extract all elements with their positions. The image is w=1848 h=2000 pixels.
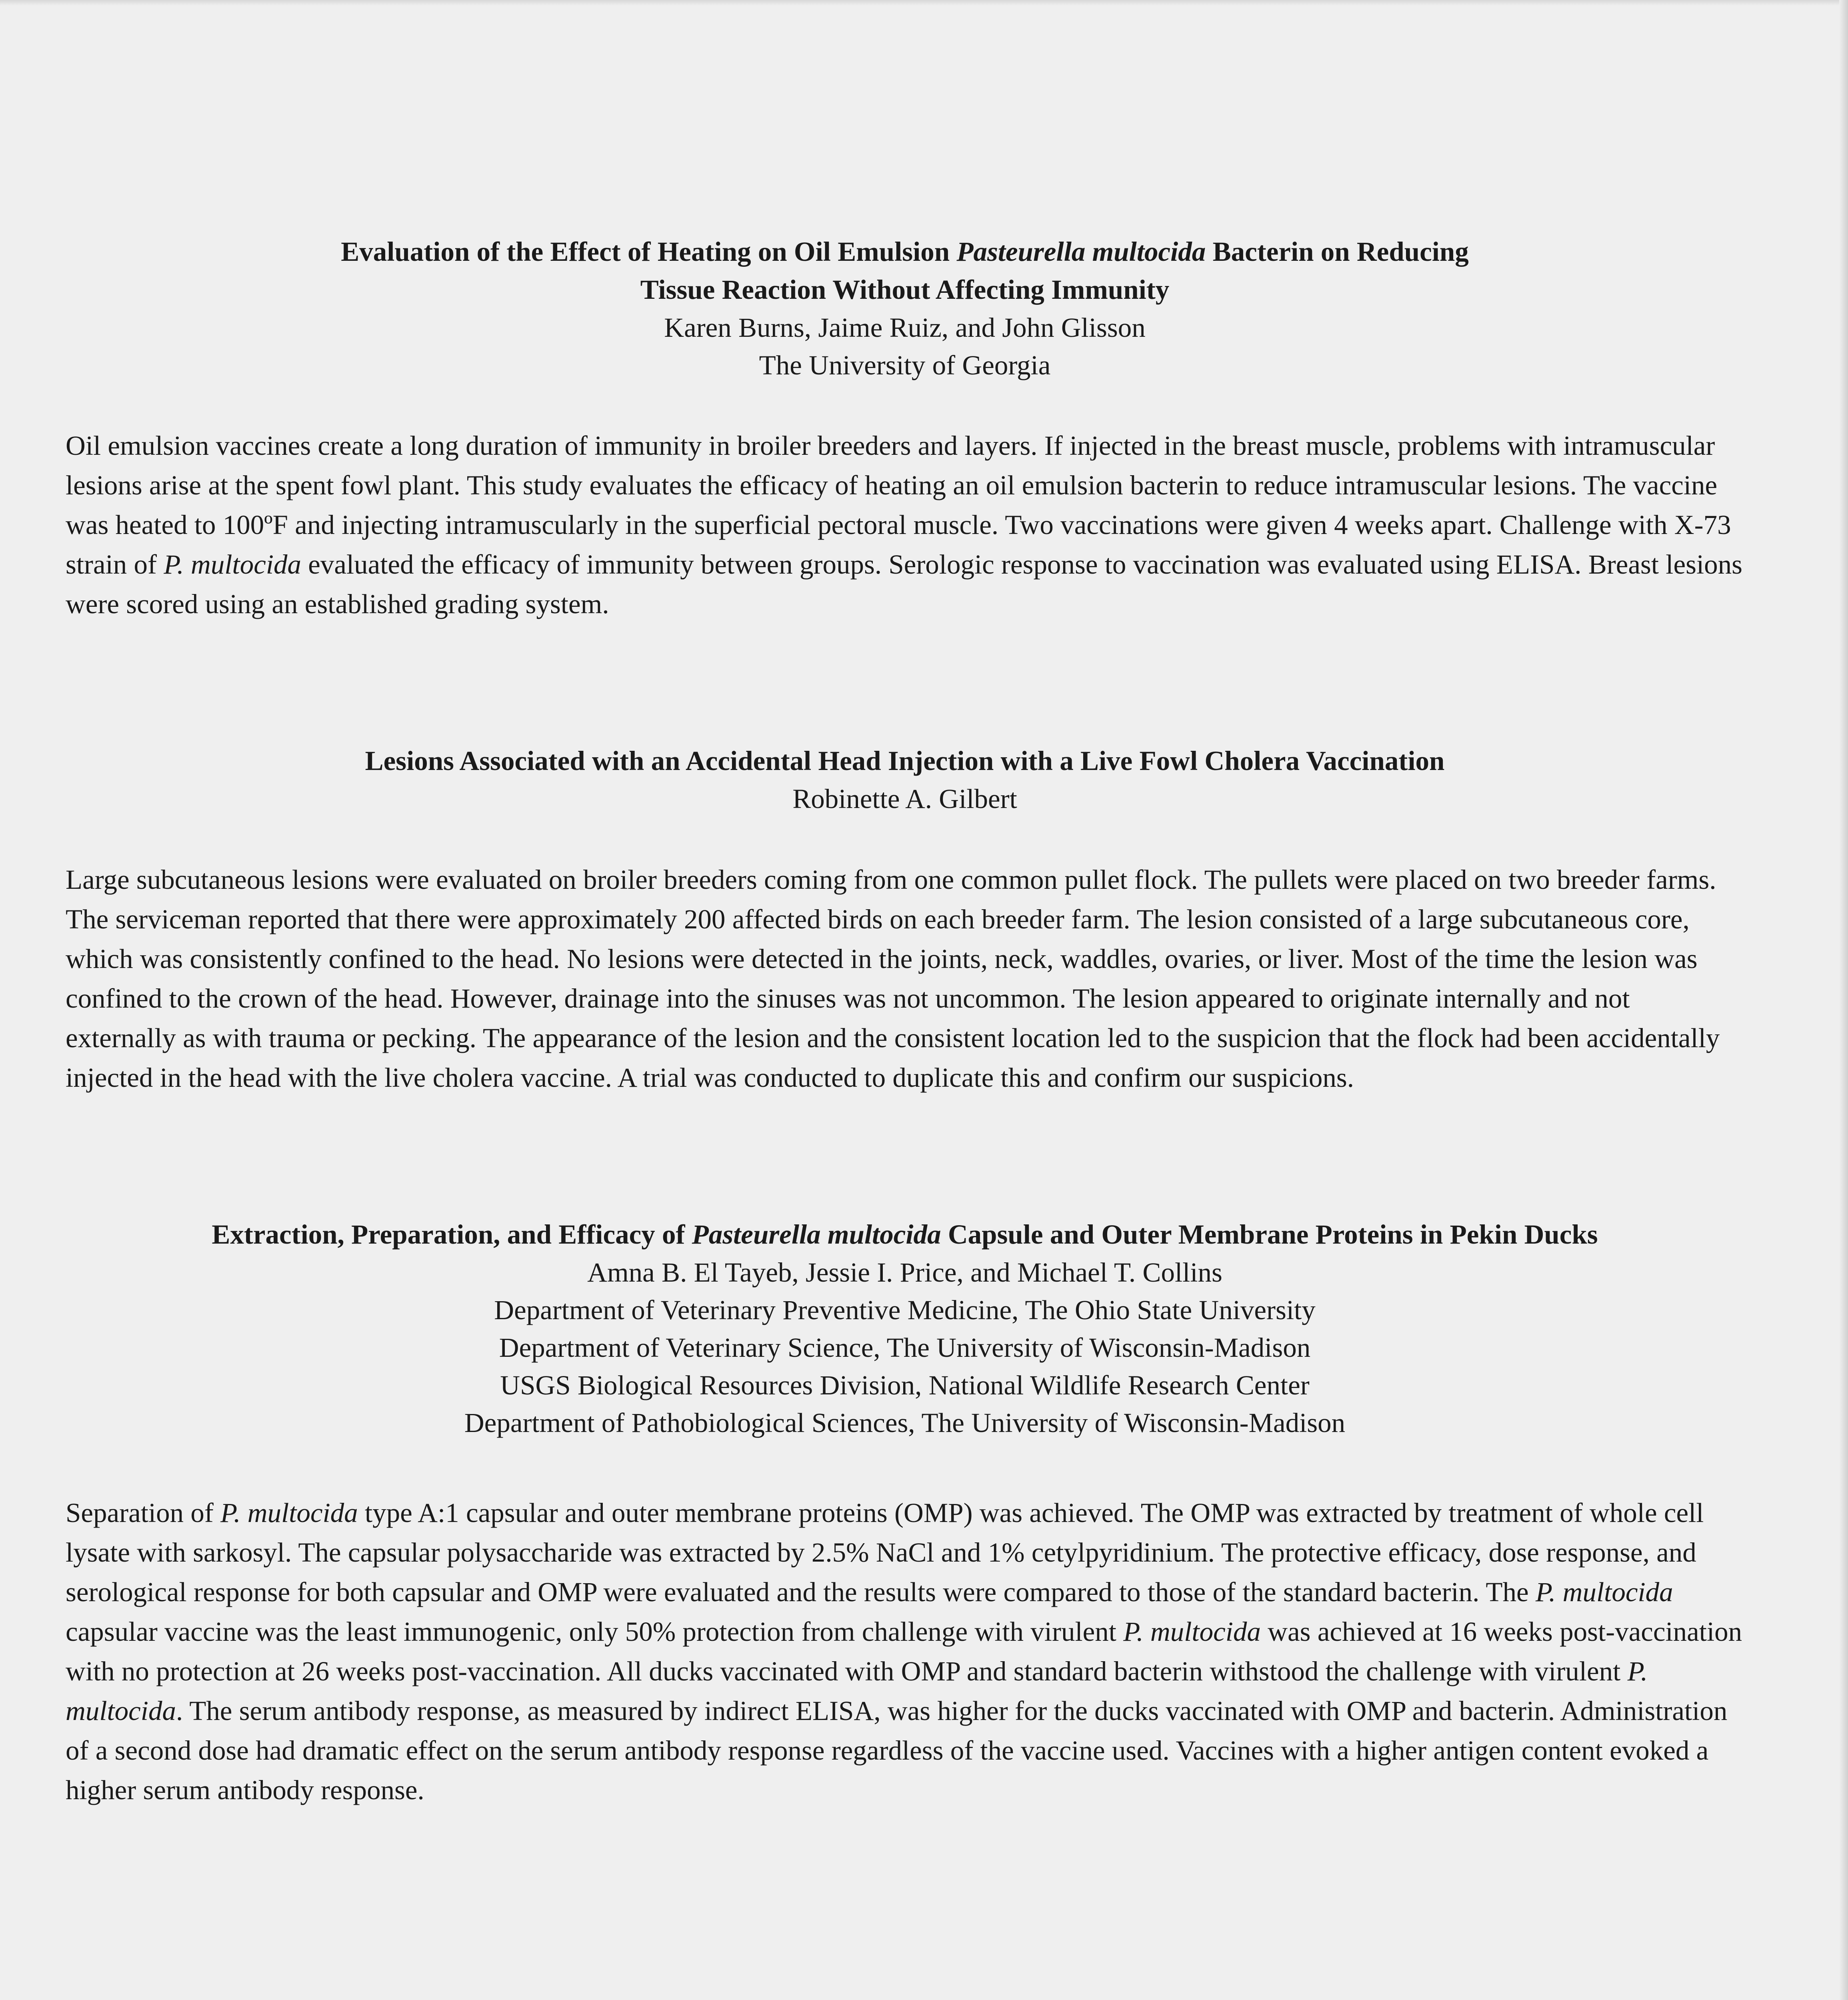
article-1-title-species: Pasteurella multocida <box>956 236 1206 267</box>
article-3-abstract-species-1: P. multocida <box>220 1498 358 1528</box>
article-1-abstract-species: P. multocida <box>164 549 302 580</box>
article-3-title-part-3: Capsule and Outer Membrane Proteins in Pekin Ducks <box>941 1219 1598 1250</box>
article-1-title-part-1: Evaluation of the Effect of Heating on Oil Emulsion <box>341 236 957 267</box>
article-2-abstract-block <box>66 860 1744 1098</box>
article-2-title: Lesions Associated with an Accidental Head Injection with a Live Fowl Cholera Vaccination <box>365 746 1445 776</box>
article-1-abstract <box>66 426 1744 624</box>
article-3-abstract-part-5: capsular vaccine was the least immunogenic, only 50% protection from challenge with virulent <box>66 1616 1124 1647</box>
article-3-abstract-species-2: P. multocida <box>1535 1577 1673 1607</box>
article-3-abstract-part-9: . The serum antibody response, as measured by indirect ELISA, was higher for the ducks vaccinated with OMP and bacterin. Administration of a second dose had dramatic effect on the serum antibody response regardless of the vaccine used. Vaccines with a higher antigen content evoked a higher serum antibody response. <box>66 1696 1728 1805</box>
article-3-abstract-part-7: was achieved at 16 weeks post-vaccination with no protection at 26 weeks post-vaccination. All ducks vaccinated with OMP and standard bacterin withstood the challenge with virulent <box>66 1616 1742 1686</box>
article-1-abstract-block <box>66 426 1744 624</box>
article-1-authors: Karen Burns, Jaime Ruiz, and John Glisson <box>664 312 1146 343</box>
article-3-title-part-1: Extraction, Preparation, and Efficacy of <box>212 1219 692 1250</box>
page-top-edge <box>0 0 1848 6</box>
article-1-title-line-2: Tissue Reaction Without Affecting Immunity <box>640 274 1170 305</box>
article-3-title <box>66 1216 1744 1254</box>
article-3-abstract-species-4: P. multocida <box>66 1656 1648 1726</box>
article-2-authors: Robinette A. Gilbert <box>792 784 1017 814</box>
page-right-edge <box>1839 0 1848 2000</box>
article-1-abstract-part-3: evaluated the efficacy of immunity between groups. Serologic response to vaccination was evaluated using ELISA. Breast lesions were scored using an established grading system. <box>66 549 1742 619</box>
article-1 <box>66 233 1744 384</box>
article-1-title <box>66 233 1744 309</box>
article-3 <box>66 1216 1744 1442</box>
article-3-affiliation-1: Department of Veterinary Preventive Medicine, The Ohio State University <box>494 1295 1316 1325</box>
article-3-abstract-block <box>66 1493 1744 1810</box>
article-3-authors: Amna B. El Tayeb, Jessie I. Price, and Michael T. Collins <box>587 1257 1222 1288</box>
article-2 <box>66 742 1744 818</box>
article-1-title-part-3: Bacterin on Reducing <box>1206 236 1469 267</box>
article-3-affiliation-4: Department of Pathobiological Sciences, The University of Wisconsin-Madison <box>464 1408 1346 1438</box>
article-3-abstract-part-3: type A:1 capsular and outer membrane proteins (OMP) was achieved. The OMP was extracted by treatment of whole cell lysate with sarkosyl. The capsular polysaccharide was extracted by 2.5% NaCl and 1% cetylpyridinium. The protective efficacy, dose response, and serological response for both capsular and OMP were evaluated and the results were compared to those of the standard bacterin. The <box>66 1498 1704 1607</box>
article-1-abstract-part-1: Oil emulsion vaccines create a long duration of immunity in broiler breeders and layers. If injected in the breast muscle, problems with intramuscular lesions arise at the spent fowl plant. This study evaluates the efficacy of heating an oil emulsion bacterin to reduce intramuscular lesions. The vaccine was heated to 100ºF and injecting intramuscularly in the superficial pectoral muscle. Two vaccinations were given 4 weeks apart. Challenge with X-73 strain of <box>66 430 1731 580</box>
article-3-title-species: Pasteurella multocida <box>692 1219 941 1250</box>
article-3-abstract-part-1: Separation of <box>66 1498 221 1528</box>
article-3-affiliation-2: Department of Veterinary Science, The University of Wisconsin-Madison <box>499 1332 1311 1363</box>
article-3-abstract-species-3: P. multocida <box>1123 1616 1261 1647</box>
article-3-affiliation-3: USGS Biological Resources Division, National Wildlife Research Center <box>500 1370 1310 1400</box>
article-2-abstract: Large subcutaneous lesions were evaluated on broiler breeders coming from one common pullet flock. The pullets were placed on two breeder farms. The serviceman reported that there were approximately 200 affected birds on each breeder farm. The lesion consisted of a large subcutaneous core, which was consistently confined to the head. No lesions were detected in the joints, neck, waddles, ovaries, or liver. Most of the time the lesion was confined to the crown of the head. However, drainage into the sinuses was not uncommon. The lesion appeared to originate internally and not externally as with trauma or pecking. The appearance of the lesion and the consistent location led to the suspicion that the flock had been accidentally injected in the head with the live cholera vaccine. A trial was conducted to duplicate this and confirm our suspicions. <box>66 864 1720 1093</box>
article-1-affiliation: The University of Georgia <box>759 350 1051 380</box>
article-3-abstract <box>66 1493 1744 1810</box>
